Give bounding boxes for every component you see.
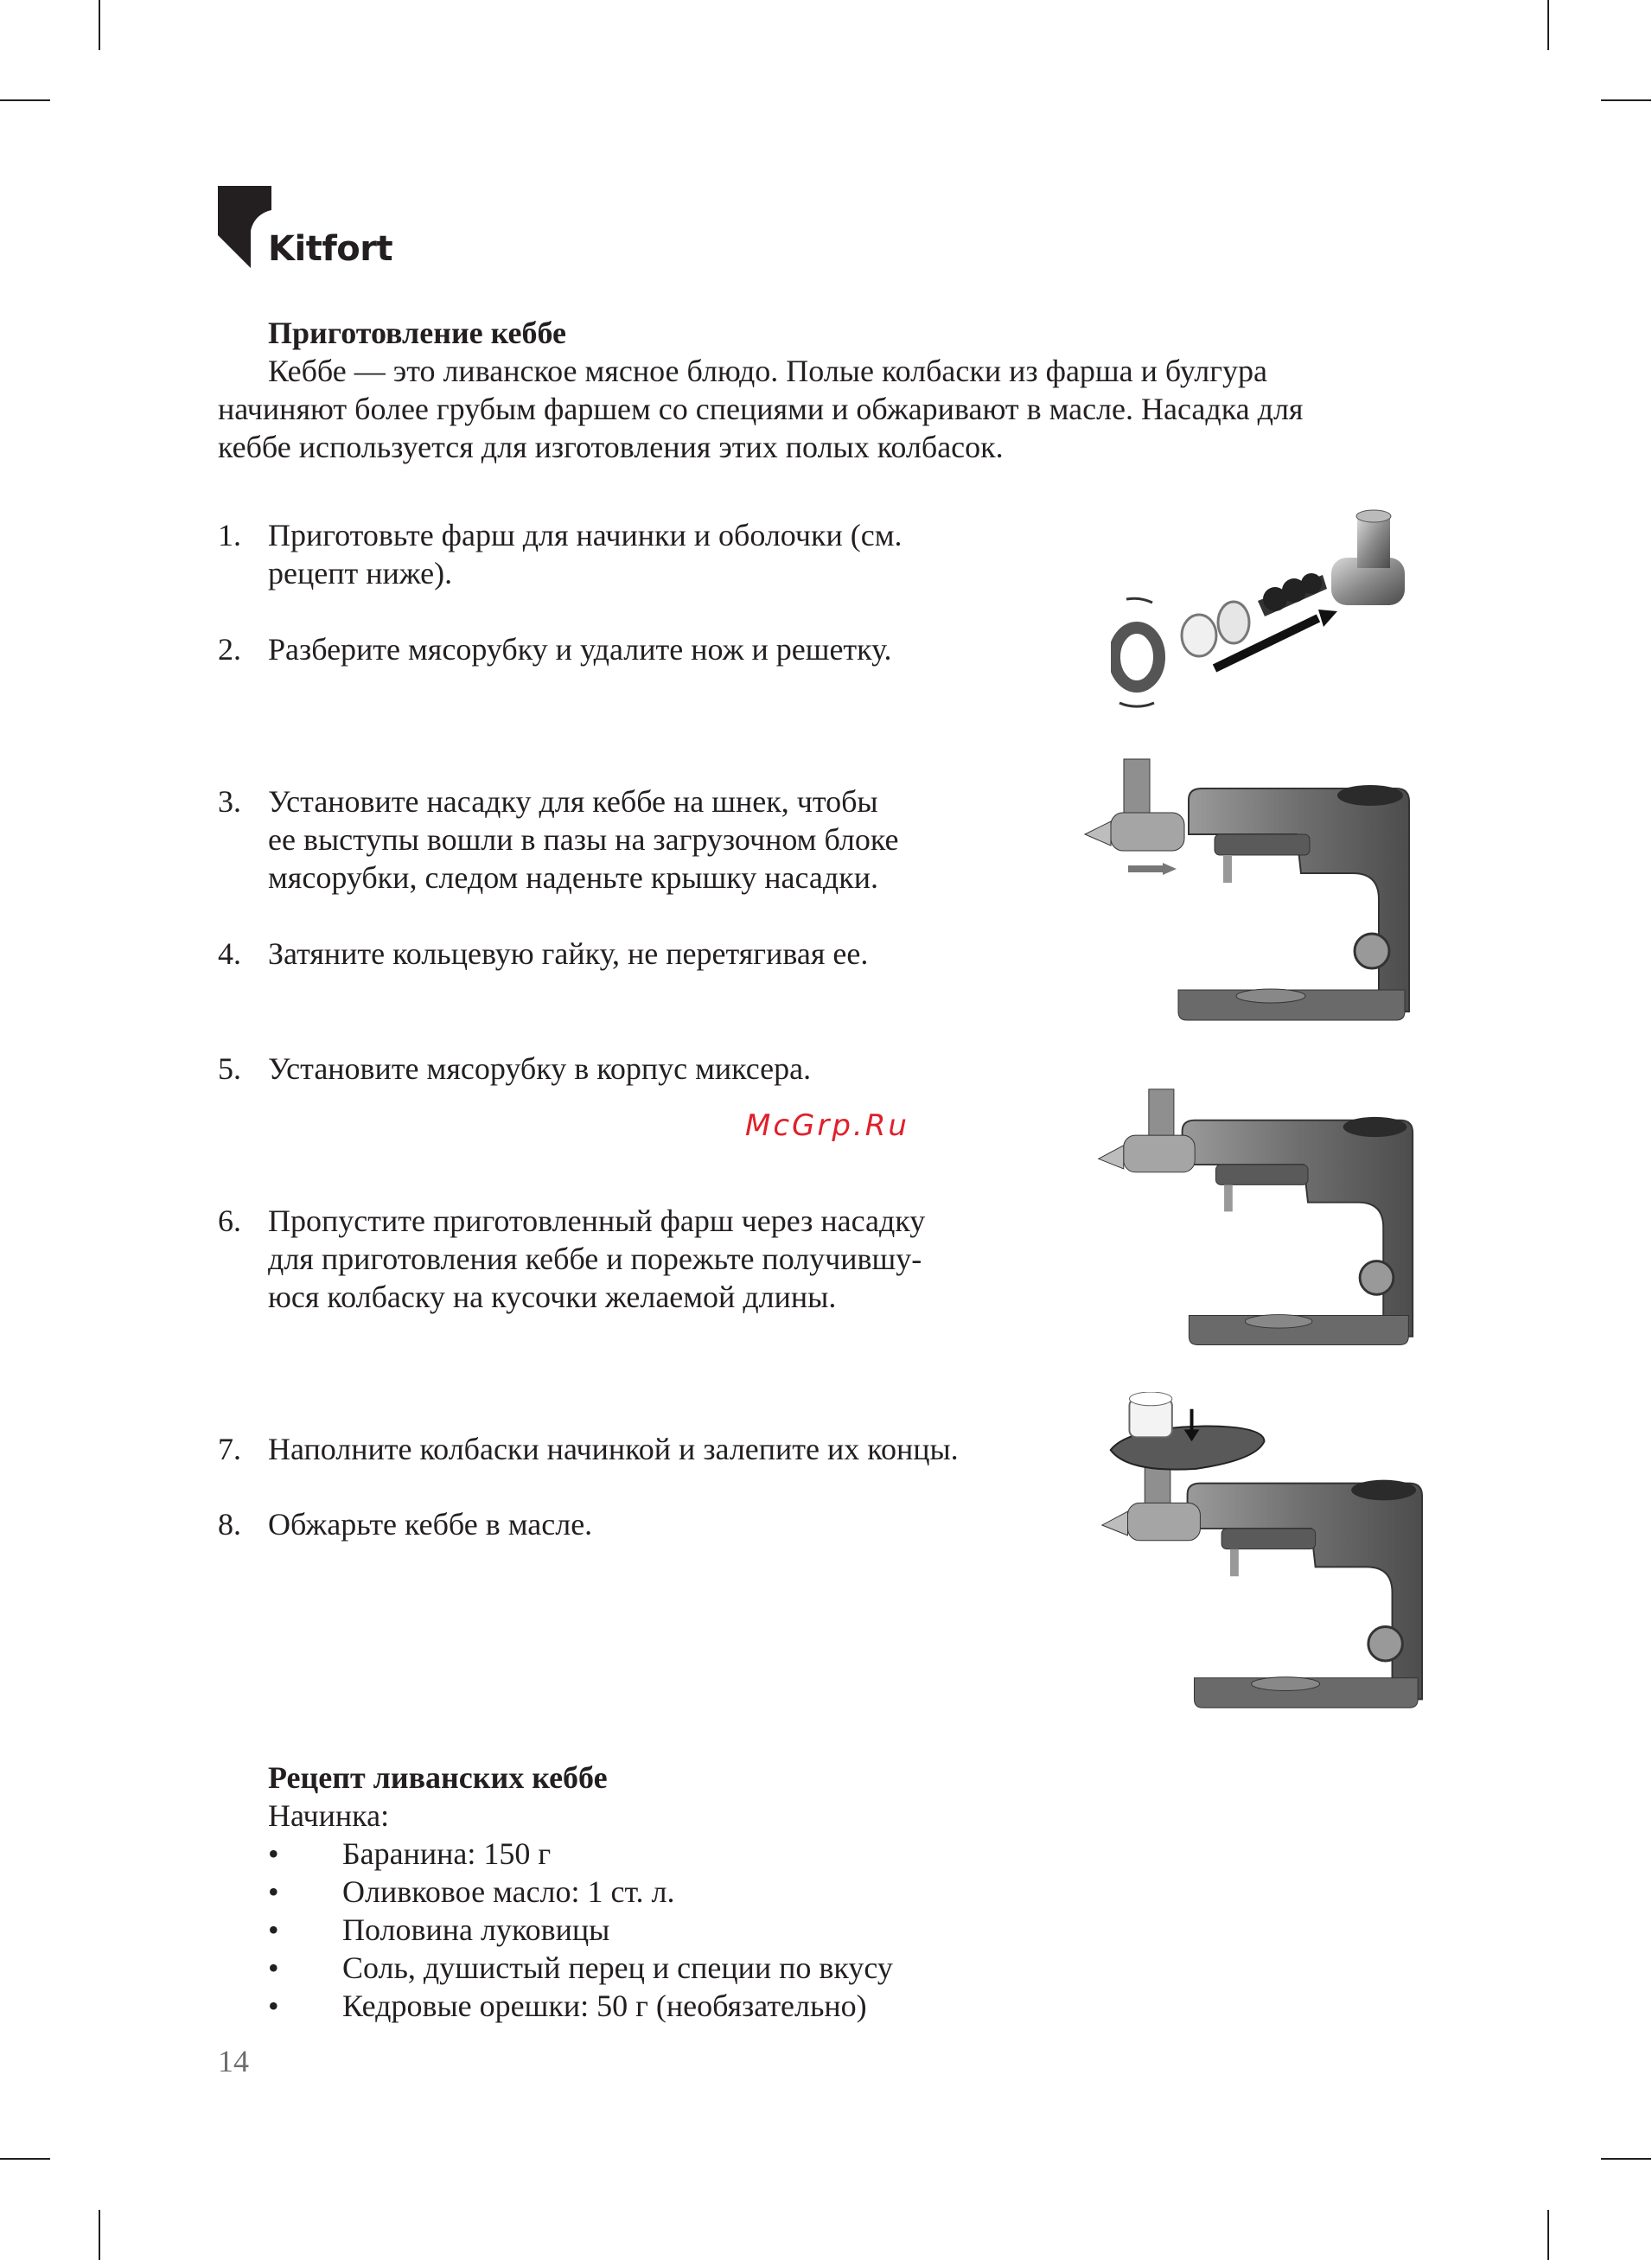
step-number: 5.	[218, 1051, 241, 1086]
bullet-icon: •	[268, 1836, 279, 1871]
crop-mark	[0, 2158, 50, 2160]
step-text: Разберите мясорубку и удалите нож и решетку.	[268, 632, 892, 667]
section-title: Приготовление кеббе	[268, 316, 566, 350]
intro-line: Кеббе — это ливанское мясное блюдо. Полые колбаски из фарша и булгура	[268, 354, 1267, 388]
mixer-with-tray-illustration	[1094, 1392, 1426, 1725]
bullet-icon: •	[268, 1874, 279, 1909]
step-number: 3.	[218, 784, 241, 819]
step-text: Наполните колбаски начинкой и залепите их концы.	[268, 1432, 959, 1466]
bullet-icon: •	[268, 1989, 279, 2023]
step-text: Обжарьте кеббе в масле.	[268, 1507, 593, 1542]
step-number: 8.	[218, 1507, 241, 1542]
crop-mark	[1601, 99, 1651, 101]
crop-mark	[99, 0, 100, 50]
grinder-disassembly-illustration	[1111, 506, 1422, 709]
step-text: ее выступы вошли в пазы на загрузочном блоке	[268, 822, 899, 857]
step-text: Установите насадку для кеббе на шнек, чтобы	[268, 784, 878, 819]
step-number: 6.	[218, 1203, 241, 1238]
step-text: мясорубки, следом наденьте крышку насадки.	[268, 860, 878, 895]
bullet-icon: •	[268, 1912, 279, 1947]
brand-name: Kitfort	[268, 229, 393, 269]
crop-mark	[99, 2210, 100, 2260]
step-text: юся колбаску на кусочки желаемой длины.	[268, 1280, 837, 1314]
list-item: Кедровые орешки: 50 г (необязательно)	[342, 1989, 867, 2023]
intro-line: кеббе используется для изготовления этих полых колбасок.	[218, 430, 1004, 464]
step-text: Затяните кольцевую гайку, не перетягивая ее.	[268, 936, 869, 971]
page-number: 14	[218, 2044, 249, 2078]
crop-mark	[1601, 2158, 1651, 2160]
bullet-icon: •	[268, 1950, 279, 1985]
mixer-assembled-illustration	[1089, 1085, 1418, 1357]
step-number: 4.	[218, 936, 241, 971]
list-item: Половина луковицы	[342, 1912, 610, 1947]
watermark: McGrp.Ru	[745, 1108, 909, 1143]
mixer-with-grinder-illustration	[1076, 752, 1413, 1033]
step-number: 2.	[218, 632, 241, 667]
intro-line: начиняют более грубым фаршем со специями и обжаривают в масле. Насадка для	[218, 392, 1304, 426]
recipe-title: Рецепт ливанских кеббе	[268, 1760, 608, 1795]
list-item: Соль, душистый перец и специи по вкусу	[342, 1950, 893, 1985]
step-text: Установите мясорубку в корпус миксера.	[268, 1051, 812, 1086]
step-number: 7.	[218, 1432, 241, 1466]
list-item: Баранина: 150 г	[342, 1836, 552, 1871]
step-number: 1.	[218, 518, 241, 552]
crop-mark	[0, 99, 50, 101]
list-item: Оливковое масло: 1 ст. л.	[342, 1874, 675, 1909]
step-text: Приготовьте фарш для начинки и оболочки (см.	[268, 518, 903, 552]
crop-mark	[1547, 0, 1549, 50]
crop-mark	[1547, 2210, 1549, 2260]
step-text: Пропустите приготовленный фарш через насадку	[268, 1203, 926, 1238]
step-text: рецепт ниже).	[268, 556, 453, 591]
step-text: для приготовления кеббе и порежьте получившу-	[268, 1242, 922, 1276]
recipe-subtitle: Начинка:	[268, 1798, 390, 1833]
